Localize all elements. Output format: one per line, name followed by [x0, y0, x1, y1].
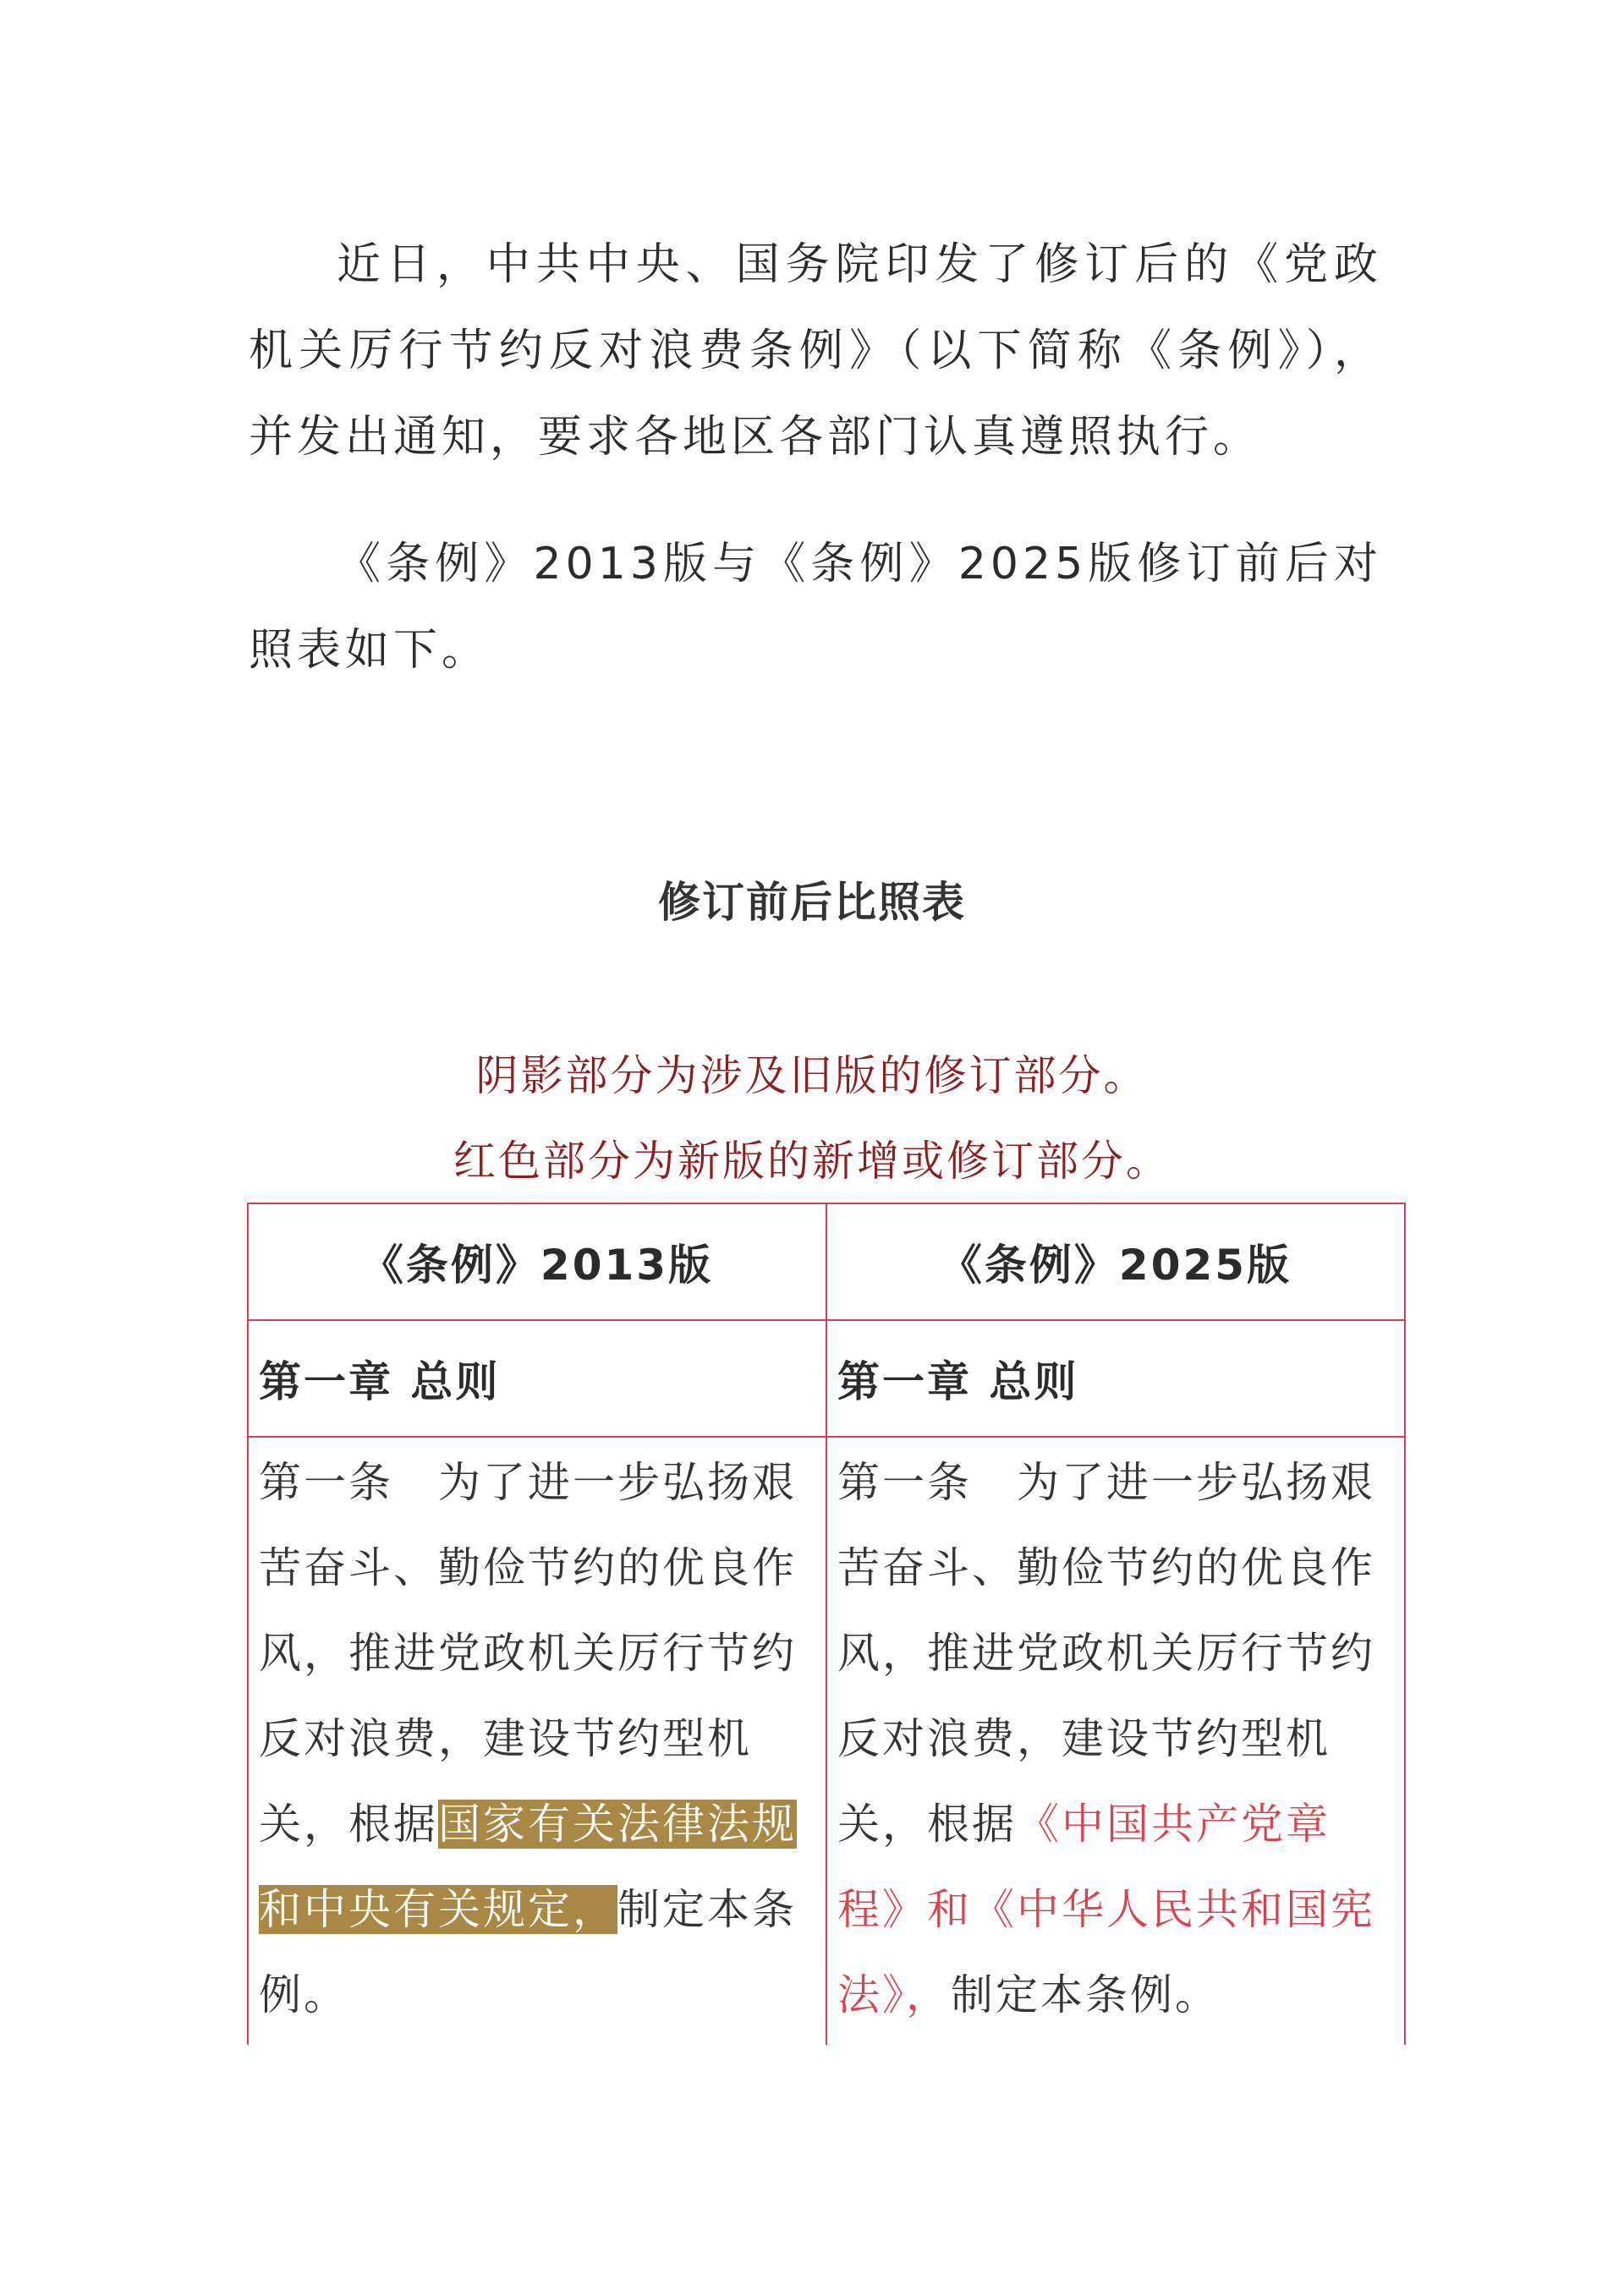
comparison-table [247, 1203, 1406, 2045]
note-red: 红色部分为新版的新增或修订部分。 [453, 1137, 1171, 1186]
intro-paragraph-1: 近日，中共中央、国务院印发了修订后的《党政机关厉行节约反对浪费条例》（以下简称《条例》），并发出通知，要求各地区各部门认真遵照执行。 [249, 239, 1382, 463]
table-header-row [248, 1203, 1405, 1320]
article-1-new [826, 1437, 1405, 2045]
chapter-old: 第一章 总则 [248, 1320, 826, 1437]
article-1-old [248, 1437, 826, 2045]
note-shaded: 阴影部分为涉及旧版的修订部分。 [475, 1051, 1149, 1100]
article-1-new-red-text: 《中国共产党章程》和《中华人民共和国宪法》， [837, 1800, 1375, 2019]
intro-paragraph-2: 《条例》2013版与《条例》2025版修订前后对照表如下。 [249, 539, 1382, 676]
chapter-row [248, 1320, 1405, 1437]
intro-text [249, 222, 1382, 693]
chapter-new: 第一章 总则 [826, 1320, 1405, 1437]
article-1-row [248, 1437, 1405, 2045]
article-1-old-text: 第一条 为了进一步弘扬艰苦奋斗、勤俭节约的优良作风，推进党政机关厉行节约反对浪费，建设节约型机关，根据 [259, 1458, 797, 1849]
article-1-new-text: 第一条 为了进一步弘扬艰苦奋斗、勤俭节约的优良作风，推进党政机关厉行节约反对浪费，建设节约型机关，根据 [837, 1458, 1375, 1849]
table-title: 修订前后比照表 [658, 878, 966, 927]
header-old-version: 《条例》2013版 [248, 1203, 826, 1320]
article-1-old-tail: 制定本条例。 [259, 1885, 797, 2019]
header-new-version: 《条例》2025版 [826, 1203, 1405, 1320]
article-1-new-tail: 制定本条例。 [951, 1970, 1220, 2019]
article-1-old-shaded-text: 国家有关法律法规和中央有关规定， [259, 1800, 797, 1934]
